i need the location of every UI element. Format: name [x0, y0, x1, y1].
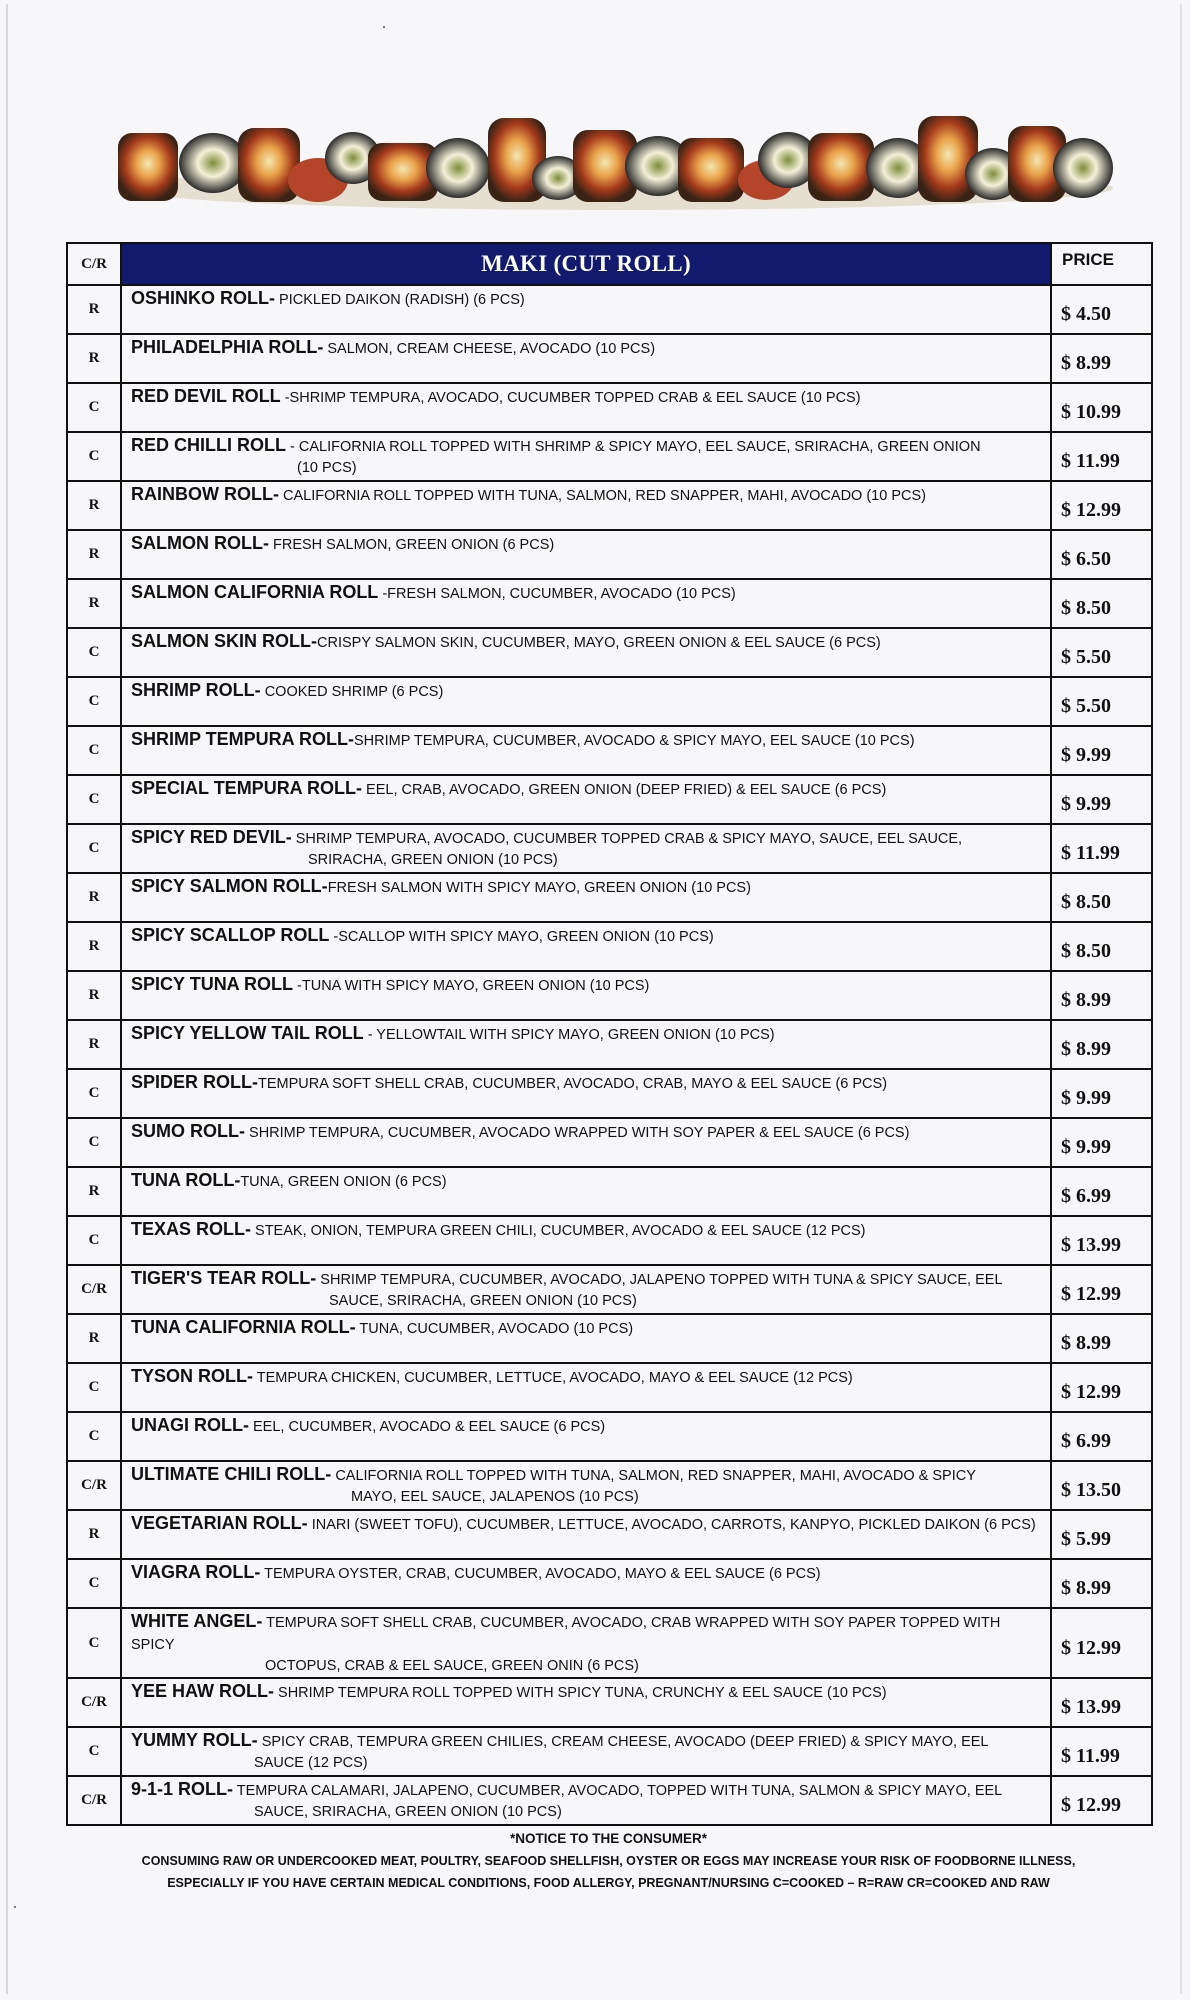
item-price: $ 8.50	[1051, 922, 1152, 971]
item-description-cell	[121, 1461, 1051, 1510]
item-description-cell	[121, 530, 1051, 579]
item-cook-code: C/R	[67, 1461, 121, 1510]
item-price: $ 5.99	[1051, 1510, 1152, 1559]
menu-item-row	[67, 334, 1152, 383]
item-description: TEMPURA CHICKEN, CUCUMBER, LETTUCE, AVOCADO, MAYO & EEL SAUCE (12 PCS)	[253, 1370, 853, 1386]
price-column-header: PRICE	[1051, 243, 1152, 285]
item-name: SUMO ROLL-	[131, 1121, 245, 1141]
item-price: $ 8.50	[1051, 579, 1152, 628]
speck	[14, 1906, 16, 1908]
item-description-cell	[121, 383, 1051, 432]
section-title: MAKI (CUT ROLL)	[121, 243, 1051, 285]
item-cook-code: R	[67, 530, 121, 579]
item-cook-code: C	[67, 726, 121, 775]
item-description-cell	[121, 1118, 1051, 1167]
item-cook-code: C/R	[67, 1776, 121, 1825]
item-price: $ 4.50	[1051, 285, 1152, 334]
maki-menu-table	[66, 242, 1153, 1826]
item-description: EEL, CRAB, AVOCADO, GREEN ONION (DEEP FRIED) & EEL SAUCE (6 PCS)	[362, 782, 887, 798]
menu-item-row	[67, 1363, 1152, 1412]
menu-item-row	[67, 1069, 1152, 1118]
item-description: - CALIFORNIA ROLL TOPPED WITH SHRIMP & SPICY MAYO, EEL SAUCE, SRIRACHA, GREEN ONION	[286, 439, 981, 455]
item-description-continued: (10 PCS)	[297, 460, 357, 476]
item-description: FRESH SALMON WITH SPICY MAYO, GREEN ONION (10 PCS)	[327, 880, 751, 896]
menu-item-row	[67, 1167, 1152, 1216]
menu-item-row	[67, 383, 1152, 432]
item-description: - YELLOWTAIL WITH SPICY MAYO, GREEN ONION (10 PCS)	[363, 1027, 775, 1043]
menu-item-row	[67, 726, 1152, 775]
item-cook-code: C	[67, 628, 121, 677]
item-description: SHRIMP TEMPURA, CUCUMBER, AVOCADO WRAPPED WITH SOY PAPER & EEL SAUCE (6 PCS)	[245, 1125, 910, 1141]
menu-item-row	[67, 432, 1152, 481]
item-name: VIAGRA ROLL-	[131, 1562, 261, 1582]
item-description-cell	[121, 1510, 1051, 1559]
item-description: INARI (SWEET TOFU), CUCUMBER, LETTUCE, AVOCADO, CARROTS, KANPYO, PICKLED DAIKON (6 PCS)	[307, 1517, 1036, 1533]
item-name: RED CHILLI ROLL	[131, 435, 286, 455]
item-description-cell	[121, 824, 1051, 873]
item-price: $ 5.50	[1051, 628, 1152, 677]
item-name: WHITE ANGEL-	[131, 1611, 263, 1631]
item-cook-code: R	[67, 481, 121, 530]
item-cook-code: C	[67, 1608, 121, 1678]
item-name: TIGER'S TEAR ROLL-	[131, 1268, 317, 1288]
item-description-cell	[121, 1412, 1051, 1461]
item-description-cell	[121, 432, 1051, 481]
item-description: SHRIMP TEMPURA ROLL TOPPED WITH SPICY TUNA, CRUNCHY & EEL SAUCE (10 PCS)	[274, 1685, 887, 1701]
item-description-continued: SRIRACHA, GREEN ONION (10 PCS)	[308, 852, 558, 868]
item-name: SPICY SALMON ROLL-	[131, 876, 328, 896]
item-name: SPICY SCALLOP ROLL	[131, 925, 330, 945]
item-price: $ 10.99	[1051, 383, 1152, 432]
item-price: $ 11.99	[1051, 824, 1152, 873]
item-cook-code: C	[67, 1118, 121, 1167]
item-description: CRISPY SALMON SKIN, CUCUMBER, MAYO, GREEN ONION & EEL SAUCE (6 PCS)	[317, 635, 881, 651]
item-description-continued: SAUCE, SRIRACHA, GREEN ONION (10 PCS)	[254, 1804, 562, 1820]
item-price: $ 8.99	[1051, 1314, 1152, 1363]
item-price: $ 6.99	[1051, 1167, 1152, 1216]
item-description-cell	[121, 1608, 1051, 1678]
item-description: -TUNA WITH SPICY MAYO, GREEN ONION (10 PCS)	[293, 978, 650, 994]
notice-line-1: CONSUMING RAW OR UNDERCOOKED MEAT, POULTRY, SEAFOOD SHELLFISH, OYSTER OR EGGS MAY INCREASE YOUR RISK OF FOODBORNE ILLNESS,	[141, 1854, 1076, 1868]
item-description: COOKED SHRIMP (6 PCS)	[260, 684, 444, 700]
item-price: $ 12.99	[1051, 1363, 1152, 1412]
item-description-continued: SAUCE, SRIRACHA, GREEN ONION (10 PCS)	[329, 1293, 637, 1309]
menu-item-row	[67, 481, 1152, 530]
item-description-continued: SAUCE (12 PCS)	[254, 1755, 368, 1771]
item-description: SHRIMP TEMPURA, CUCUMBER, AVOCADO, JALAPENO TOPPED WITH TUNA & SPICY SAUCE, EEL	[316, 1272, 1003, 1288]
item-description: SALMON, CREAM CHEESE, AVOCADO (10 PCS)	[323, 341, 656, 357]
item-price: $ 12.99	[1051, 1776, 1152, 1825]
item-name: OSHINKO ROLL-	[131, 288, 275, 308]
item-price: $ 8.99	[1051, 971, 1152, 1020]
item-name: UNAGI ROLL-	[131, 1415, 249, 1435]
item-description: -SCALLOP WITH SPICY MAYO, GREEN ONION (10 PCS)	[329, 929, 714, 945]
item-name: SALMON ROLL-	[131, 533, 269, 553]
sushi-banner-image	[118, 88, 1118, 218]
item-cook-code: C	[67, 775, 121, 824]
item-description-cell	[121, 1559, 1051, 1608]
item-name: ULTIMATE CHILI ROLL-	[131, 1464, 332, 1484]
item-description-cell	[121, 481, 1051, 530]
item-description: STEAK, ONION, TEMPURA GREEN CHILI, CUCUMBER, AVOCADO & EEL SAUCE (12 PCS)	[251, 1223, 866, 1239]
menu-item-row	[67, 1020, 1152, 1069]
item-description-cell	[121, 1314, 1051, 1363]
item-description: EEL, CUCUMBER, AVOCADO & EEL SAUCE (6 PCS)	[248, 1419, 606, 1435]
item-cook-code: R	[67, 873, 121, 922]
item-description-cell	[121, 1776, 1051, 1825]
menu-item-row	[67, 1314, 1152, 1363]
item-description: CALIFORNIA ROLL TOPPED WITH TUNA, SALMON, RED SNAPPER, MAHI, AVOCADO (10 PCS)	[278, 488, 926, 504]
item-price: $ 6.50	[1051, 530, 1152, 579]
item-cook-code: R	[67, 285, 121, 334]
item-cook-code: C	[67, 1412, 121, 1461]
menu-item-row	[67, 1510, 1152, 1559]
item-cook-code: C/R	[67, 1678, 121, 1727]
item-name: YEE HAW ROLL-	[131, 1681, 274, 1701]
item-description: SPICY CRAB, TEMPURA GREEN CHILIES, CREAM CHEESE, AVOCADO (DEEP FRIED) & SPICY MAYO, EEL	[257, 1734, 989, 1750]
item-name: 9-1-1 ROLL-	[131, 1779, 234, 1799]
item-description-cell	[121, 285, 1051, 334]
item-cook-code: C	[67, 1727, 121, 1776]
item-price: $ 8.99	[1051, 1559, 1152, 1608]
item-name: SPICY RED DEVIL-	[131, 827, 292, 847]
menu-item-row	[67, 1412, 1152, 1461]
menu-item-row	[67, 530, 1152, 579]
item-cook-code: R	[67, 971, 121, 1020]
item-description: TEMPURA CALAMARI, JALAPENO, CUCUMBER, AVOCADO, TOPPED WITH TUNA, SALMON & SPICY MAYO, EEL	[233, 1783, 1003, 1799]
menu-item-row	[67, 1678, 1152, 1727]
item-description-cell	[121, 1363, 1051, 1412]
item-price: $ 9.99	[1051, 775, 1152, 824]
menu-item-row	[67, 1265, 1152, 1314]
item-price: $ 12.99	[1051, 1265, 1152, 1314]
item-description-cell	[121, 1069, 1051, 1118]
menu-item-row	[67, 1216, 1152, 1265]
item-name: TUNA ROLL-	[131, 1170, 241, 1190]
item-cook-code: R	[67, 334, 121, 383]
item-name: PHILADELPHIA ROLL-	[131, 337, 324, 357]
item-description: TEMPURA OYSTER, CRAB, CUCUMBER, AVOCADO, MAYO & EEL SAUCE (6 PCS)	[260, 1566, 821, 1582]
item-cook-code: C	[67, 383, 121, 432]
item-description-cell	[121, 579, 1051, 628]
item-cook-code: C/R	[67, 1265, 121, 1314]
item-description: TEMPURA SOFT SHELL CRAB, CUCUMBER, AVOCADO, CRAB WRAPPED WITH SOY PAPER TOPPED WITH SPICY	[131, 1615, 1001, 1653]
menu-item-row	[67, 1118, 1152, 1167]
item-cook-code: C	[67, 1363, 121, 1412]
item-price: $ 9.99	[1051, 1118, 1152, 1167]
item-name: SHRIMP ROLL-	[131, 680, 261, 700]
item-price: $ 8.50	[1051, 873, 1152, 922]
item-name: SPECIAL TEMPURA ROLL-	[131, 778, 363, 798]
item-name: RAINBOW ROLL-	[131, 484, 279, 504]
item-name: SPICY YELLOW TAIL ROLL	[131, 1023, 364, 1043]
menu-item-row	[67, 824, 1152, 873]
item-description-cell	[121, 971, 1051, 1020]
item-description: CALIFORNIA ROLL TOPPED WITH TUNA, SALMON, RED SNAPPER, MAHI, AVOCADO & SPICY	[331, 1468, 976, 1484]
item-cook-code: R	[67, 922, 121, 971]
item-description-cell	[121, 677, 1051, 726]
item-description-cell	[121, 1678, 1051, 1727]
item-description: TUNA, GREEN ONION (6 PCS)	[240, 1174, 447, 1190]
item-price: $ 13.99	[1051, 1678, 1152, 1727]
item-price: $ 5.50	[1051, 677, 1152, 726]
item-cook-code: C	[67, 432, 121, 481]
menu-item-row	[67, 285, 1152, 334]
item-description-cell	[121, 1727, 1051, 1776]
item-price: $ 6.99	[1051, 1412, 1152, 1461]
menu-item-row	[67, 1461, 1152, 1510]
item-description-cell	[121, 1216, 1051, 1265]
menu-item-row	[67, 873, 1152, 922]
menu-header-row	[67, 243, 1152, 285]
item-description-cell	[121, 1167, 1051, 1216]
item-name: SALMON CALIFORNIA ROLL	[131, 582, 379, 602]
item-name: YUMMY ROLL-	[131, 1730, 258, 1750]
item-description-cell	[121, 873, 1051, 922]
item-cook-code: C	[67, 677, 121, 726]
item-description-cell	[121, 1265, 1051, 1314]
item-description-cell	[121, 1020, 1051, 1069]
menu-items	[67, 285, 1152, 1825]
menu-item-row	[67, 1559, 1152, 1608]
item-description-cell	[121, 628, 1051, 677]
item-cook-code: C	[67, 1559, 121, 1608]
notice-title: *NOTICE TO THE CONSUMER*	[509, 1831, 707, 1846]
item-description: SHRIMP TEMPURA, AVOCADO, CUCUMBER TOPPED CRAB & SPICY MAYO, SAUCE, EEL SAUCE,	[291, 831, 963, 847]
item-cook-code: R	[67, 579, 121, 628]
item-name: SALMON SKIN ROLL-	[131, 631, 317, 651]
item-name: VEGETARIAN ROLL-	[131, 1513, 308, 1533]
item-price: $ 9.99	[1051, 726, 1152, 775]
menu-item-row	[67, 1776, 1152, 1825]
item-name: SPICY TUNA ROLL	[131, 974, 294, 994]
item-name: TYSON ROLL-	[131, 1366, 253, 1386]
menu-item-row	[67, 628, 1152, 677]
menu-item-row	[67, 677, 1152, 726]
item-description-continued: OCTOPUS, CRAB & EEL SAUCE, GREEN ONIN (6 PCS)	[265, 1658, 639, 1674]
item-price: $ 11.99	[1051, 432, 1152, 481]
item-name: TUNA CALIFORNIA ROLL-	[131, 1317, 356, 1337]
item-name: RED DEVIL ROLL	[131, 386, 281, 406]
menu-item-row	[67, 579, 1152, 628]
item-name: SPIDER ROLL-	[131, 1072, 259, 1092]
item-description-continued: MAYO, EEL SAUCE, JALAPENOS (10 PCS)	[351, 1489, 639, 1505]
item-description: TUNA, CUCUMBER, AVOCADO (10 PCS)	[355, 1321, 634, 1337]
speck	[383, 26, 385, 28]
item-cook-code: R	[67, 1020, 121, 1069]
sushi-rolls-illustration	[118, 88, 1118, 218]
item-description-cell	[121, 726, 1051, 775]
item-price: $ 12.99	[1051, 1608, 1152, 1678]
cr-column-header: C/R	[67, 243, 121, 285]
item-cook-code: R	[67, 1167, 121, 1216]
menu-item-row	[67, 1727, 1152, 1776]
item-description: FRESH SALMON, GREEN ONION (6 PCS)	[268, 537, 555, 553]
menu-item-row	[67, 775, 1152, 824]
item-cook-code: C	[67, 1216, 121, 1265]
item-cook-code: R	[67, 1314, 121, 1363]
item-description-cell	[121, 775, 1051, 824]
item-price: $ 12.99	[1051, 481, 1152, 530]
item-price: $ 11.99	[1051, 1727, 1152, 1776]
item-description: -FRESH SALMON, CUCUMBER, AVOCADO (10 PCS)	[378, 586, 736, 602]
menu-item-row	[67, 922, 1152, 971]
item-cook-code: C	[67, 824, 121, 873]
item-description: -SHRIMP TEMPURA, AVOCADO, CUCUMBER TOPPED CRAB & EEL SAUCE (10 PCS)	[280, 390, 861, 406]
item-cook-code: C	[67, 1069, 121, 1118]
item-description: PICKLED DAIKON (RADISH) (6 PCS)	[275, 292, 525, 308]
item-name: SHRIMP TEMPURA ROLL-	[131, 729, 354, 749]
item-price: $ 8.99	[1051, 1020, 1152, 1069]
item-price: $ 9.99	[1051, 1069, 1152, 1118]
item-cook-code: R	[67, 1510, 121, 1559]
item-description-cell	[121, 334, 1051, 383]
item-price: $ 13.99	[1051, 1216, 1152, 1265]
consumer-notice	[66, 1828, 1151, 1894]
item-name: TEXAS ROLL-	[131, 1219, 251, 1239]
item-price: $ 8.99	[1051, 334, 1152, 383]
item-price: $ 13.50	[1051, 1461, 1152, 1510]
item-description-cell	[121, 922, 1051, 971]
item-description: SHRIMP TEMPURA, CUCUMBER, AVOCADO & SPICY MAYO, EEL SAUCE (10 PCS)	[354, 733, 915, 749]
menu-item-row	[67, 1608, 1152, 1678]
notice-line-2: ESPECIALLY IF YOU HAVE CERTAIN MEDICAL CONDITIONS, FOOD ALLERGY, PREGNANT/NURSING C=COOKED – R=RAW CR=COOKED AND RAW	[167, 1876, 1050, 1890]
item-description: TEMPURA SOFT SHELL CRAB, CUCUMBER, AVOCADO, CRAB, MAYO & EEL SAUCE (6 PCS)	[258, 1076, 888, 1092]
menu-item-row	[67, 971, 1152, 1020]
